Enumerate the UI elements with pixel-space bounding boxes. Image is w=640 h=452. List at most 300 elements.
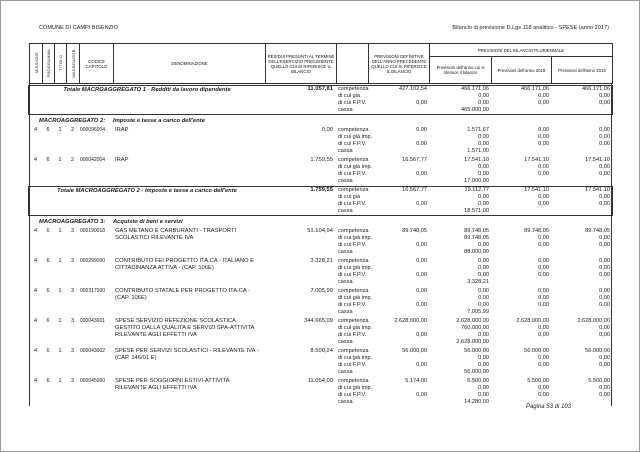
sub-row — [336, 369, 612, 376]
col-header-residui: RESIDUI PRESUNTI AL TERMINE DELL'ESERCIZIO PRECEDENTE QUELLO CUI SI RIFERISCE IL BILANCIO — [266, 44, 337, 84]
sub-row — [336, 309, 612, 316]
cell-anno-riferimento: 0,00 — [478, 201, 489, 207]
col-header-missione — [30, 44, 43, 84]
cell-anno-riferimento: 0,00 — [478, 100, 489, 106]
cell-anno-2018: 17.541,10 — [524, 187, 549, 193]
cell-anno-2018: 0,00 — [538, 141, 549, 147]
cell-macroaggr: 3 — [70, 318, 75, 324]
cell-denominazione: SPESE PER SOGGIORNI ESTIVI-ATTIVITA RILEVANTE AGLI EFFETTI IVA — [115, 378, 230, 391]
cell-anno-riferimento: 0,00 — [478, 302, 489, 308]
sub-rows — [336, 348, 612, 376]
sub-row — [336, 127, 612, 134]
cell-anno-2019: 0,00 — [599, 141, 610, 147]
cell-anno-2019: 2.628.000,00 — [577, 318, 610, 324]
sub-row-label: di cui F.P.V. — [338, 201, 367, 207]
cell-anno-2018 — [491, 178, 551, 185]
cell-titolo: 1 — [58, 228, 62, 234]
cell-anno-2018: 0,00 — [538, 242, 549, 248]
cell-anno-2019: 0,00 — [599, 392, 610, 398]
cell-anno-2019: 0,00 — [599, 362, 610, 368]
cell-anno-2019: 17.541,10 — [585, 157, 610, 163]
sub-row — [336, 86, 612, 93]
cell-anno-2019: 0,00 — [599, 164, 610, 170]
cell-previsioni-definitive — [368, 107, 429, 114]
col-header-macroaggr — [67, 44, 80, 84]
cell-previsioni-definitive — [368, 249, 429, 256]
section-title: Acquisto di beni e servizi — [113, 219, 183, 225]
cell-titolo: 1 — [58, 258, 62, 264]
cell-previsioni-definitive — [368, 339, 429, 346]
sub-row — [336, 362, 612, 369]
sub-row-label: di cui F.P.V. — [338, 362, 367, 368]
cell-anno-2019 — [551, 208, 612, 215]
cell-anno-2019: 0,00 — [599, 171, 610, 177]
cell-anno-riferimento: 0,00 — [478, 272, 489, 278]
sub-row-label: cassa — [338, 178, 353, 184]
col-header-macroaggr-label: MACROAGGR. — [70, 48, 76, 78]
cell-anno-riferimento: 19.112,77 — [464, 187, 489, 193]
cell-previsioni-definitive: 0,00 — [416, 332, 427, 338]
sub-row — [336, 178, 612, 185]
cell-anno-riferimento: 0,00 — [478, 265, 489, 271]
cell-anno-2018: 0,00 — [538, 265, 549, 271]
cell-anno-2019: 0,00 — [599, 235, 610, 241]
page-number: Pagina 53 di 103 — [525, 404, 571, 410]
sub-rows — [336, 258, 612, 286]
cell-anno-riferimento: 0,00 — [478, 295, 489, 301]
cell-residui-presunti: 7.005,99 — [310, 288, 333, 294]
sub-row — [336, 279, 612, 286]
sub-row-label: di cui F.P.V. — [338, 392, 367, 398]
section-header — [29, 218, 612, 226]
cell-anno-2019: 0,00 — [599, 288, 610, 294]
cell-anno-2018: 56.000,00 — [524, 348, 549, 354]
cell-programma: 6 — [46, 348, 50, 354]
cell-anno-2018: 2.628.000,00 — [516, 318, 549, 324]
cell-anno-riferimento: 7.005,99 — [467, 309, 489, 315]
sub-row-label: di cui già imp. — [338, 265, 373, 271]
cell-anno-2018: 0,00 — [538, 355, 549, 361]
cell-previsioni-definitive: 0,00 — [416, 141, 427, 147]
budget-line — [29, 378, 612, 406]
sub-row-label: cassa — [338, 309, 353, 315]
sub-row-label: di cui F.P.V. — [338, 141, 367, 147]
col-header-anno-2018: Previsioni dell'anno 2018 — [492, 57, 552, 84]
cell-missione: 4 — [33, 127, 38, 133]
cell-programma: 6 — [46, 318, 50, 324]
sub-rows — [336, 378, 612, 406]
cell-anno-2018 — [491, 249, 551, 256]
col-header-denominazione: DENOMINAZIONE — [114, 44, 266, 84]
sub-row — [336, 392, 612, 399]
sub-row — [336, 157, 612, 164]
cell-residui-presunti: 0,00 — [321, 127, 333, 133]
section-code: MACROAGGREGATO 2: — [39, 118, 106, 124]
sub-row — [336, 208, 612, 215]
sub-row-label: cassa — [338, 249, 353, 255]
cell-previsioni-definitive — [368, 295, 429, 302]
cell-anno-2018: 5.500,00 — [527, 378, 549, 384]
cell-residui-presunti: 3.328,21 — [310, 258, 333, 264]
sub-row — [336, 228, 612, 235]
total-denominazione: Totale MACROAGGREGATO 1 - Redditi da lavoro dipendente — [63, 87, 231, 93]
cell-previsioni-definitive: 0,00 — [416, 242, 427, 248]
sub-row — [336, 318, 612, 325]
sub-row-label: cassa — [338, 107, 353, 113]
cell-anno-2019: 0,00 — [599, 265, 610, 271]
cell-anno-2019: 466.171,06 — [582, 86, 610, 92]
cell-anno-2018: 0,00 — [538, 127, 549, 133]
cell-anno-2018: 0,00 — [538, 194, 549, 200]
cell-previsioni-definitive: 2.628.000,00 — [394, 318, 427, 324]
sub-row — [336, 258, 612, 265]
cell-previsioni-definitive: 0,00 — [416, 362, 427, 368]
cell-programma: 6 — [46, 378, 50, 384]
cell-previsioni-definitive: 56.000,00 — [402, 348, 427, 354]
cell-programma: 6 — [46, 228, 50, 234]
cell-anno-riferimento: 1.571,00 — [467, 148, 489, 154]
cell-residui-presunti: 344.665,09 — [303, 318, 333, 324]
cell-previsioni-definitive: 0,00 — [416, 171, 427, 177]
cell-anno-2019 — [551, 148, 612, 155]
cell-previsioni-definitive — [368, 148, 429, 155]
cell-previsioni-definitive: 0,00 — [416, 392, 427, 398]
sub-row — [336, 235, 612, 242]
sub-row-label: di cui F.P.V. — [338, 302, 367, 308]
sub-rows — [336, 86, 612, 114]
sub-row-label: di cui F.P.V. — [338, 171, 367, 177]
cell-anno-2018: 0,00 — [538, 392, 549, 398]
budget-line — [29, 288, 612, 316]
cell-anno-riferimento: 2.628.000,00 — [456, 339, 489, 345]
cell-anno-2018: 0,00 — [538, 235, 549, 241]
budget-table — [29, 43, 612, 408]
sub-row-label: di cui F.P.V. — [338, 332, 367, 338]
cell-macroaggr: 3 — [70, 378, 75, 384]
sub-row — [336, 242, 612, 249]
budget-line — [29, 258, 612, 286]
agency-name: COMUNE DI CAMPI BISENZIO — [39, 25, 118, 31]
cell-previsioni-definitive: 0,00 — [416, 258, 427, 264]
cell-anno-riferimento: 0,00 — [478, 164, 489, 170]
cell-anno-2019: 0,00 — [599, 93, 610, 99]
cell-denominazione: SPESE SERVIZIO REFEZIONE SCOLASTICA GESTITO DALLA QUALITA E SERVIZI SPA-ATTIVITA RILEVANTE AGLI EFFETTI IVA — [115, 318, 255, 338]
cell-residui-presunti: 51.104,94 — [307, 228, 333, 234]
budget-line — [29, 348, 612, 376]
cell-previsioni-definitive — [368, 208, 429, 215]
cell-previsioni-definitive — [368, 265, 429, 272]
sub-row-label: cassa — [338, 148, 353, 154]
sub-row — [336, 141, 612, 148]
sub-row — [336, 339, 612, 346]
cell-missione: 4 — [33, 228, 38, 234]
cell-anno-2019: 56.000,00 — [585, 348, 610, 354]
cell-anno-2018 — [491, 309, 551, 316]
sub-row — [336, 100, 612, 107]
sub-row-label: competenza — [338, 187, 369, 193]
cell-codice-capitolo: 000045000 — [80, 378, 106, 384]
cell-anno-2019 — [551, 107, 612, 114]
col-header-missione-label: MISSIONE — [33, 52, 39, 74]
cell-anno-2019: 0,00 — [599, 194, 610, 200]
sub-row-label: di cui già imp. — [338, 164, 373, 170]
cell-residui-presunti: 1.759,55 — [310, 187, 333, 193]
cell-anno-2019 — [551, 178, 612, 185]
sub-row-label: di cui già imp. — [338, 235, 373, 241]
cell-anno-2019: 0,00 — [599, 325, 610, 331]
cell-missione: 4 — [33, 348, 38, 354]
cell-missione: 4 — [33, 318, 38, 324]
cell-titolo: 1 — [58, 318, 62, 324]
cell-anno-riferimento: 18.571,00 — [464, 208, 489, 214]
cell-anno-riferimento: 56.000,00 — [464, 369, 489, 375]
sub-row-label: di cui già — [338, 93, 361, 99]
sub-row-label: di cui F.P.V. — [338, 100, 367, 106]
sub-row-label: cassa — [338, 279, 353, 285]
sub-row-label: di cui già imp. — [338, 355, 373, 361]
sub-row-label: competenza — [338, 127, 369, 133]
cell-anno-riferimento: 0,00 — [478, 242, 489, 248]
cell-anno-riferimento: 2.628.000,00 — [456, 318, 489, 324]
sub-row — [336, 194, 612, 201]
cell-anno-riferimento: 0,00 — [478, 134, 489, 140]
cell-anno-2018: 0,00 — [538, 325, 549, 331]
cell-anno-2019 — [551, 309, 612, 316]
cell-anno-2018 — [491, 148, 551, 155]
col-header-codice: CODICE CAPITOLO — [80, 44, 114, 84]
sub-row — [336, 171, 612, 178]
cell-missione: 4 — [33, 157, 38, 163]
col-header-pluriennale: PREVISIONI DEL BILANCIO PLURIENNALE — [430, 44, 613, 57]
cell-anno-2019: 17.541,10 — [585, 187, 610, 193]
cell-anno-2018: 0,00 — [538, 134, 549, 140]
cell-anno-2019: 0,00 — [599, 332, 610, 338]
sub-row-label: competenza — [338, 318, 369, 324]
budget-line — [29, 228, 612, 256]
cell-anno-2018 — [491, 369, 551, 376]
sub-row-label: cassa — [338, 369, 353, 375]
cell-anno-2018: 0,00 — [538, 272, 549, 278]
cell-programma: 6 — [46, 157, 50, 163]
sub-row-label: competenza — [338, 228, 369, 234]
sub-row — [336, 332, 612, 339]
sub-row — [336, 288, 612, 295]
sub-row — [336, 295, 612, 302]
sub-rows — [336, 127, 612, 155]
document-title: Bilancio di previsione D.Lgs 118 analitico - SPESE (anno 2017) — [452, 25, 609, 31]
cell-anno-riferimento: 465.000,00 — [461, 107, 489, 113]
sub-row-label: competenza — [338, 258, 369, 264]
sub-row — [336, 378, 612, 385]
cell-programma: 6 — [46, 258, 50, 264]
cell-anno-riferimento: 17.000,00 — [464, 178, 489, 184]
cell-macroaggr: 2 — [70, 157, 75, 163]
sub-row-label: cassa — [338, 339, 353, 345]
cell-anno-riferimento: 1.571,67 — [467, 127, 489, 133]
cell-codice-capitolo: 000042004 — [80, 157, 106, 163]
cell-codice-capitolo: 000096004 — [80, 127, 106, 133]
col-header-blank — [337, 44, 369, 84]
sub-row — [336, 134, 612, 141]
cell-programma: 6 — [46, 127, 50, 133]
cell-anno-riferimento: 88.000,00 — [464, 249, 489, 255]
table-body — [29, 84, 612, 406]
cell-anno-riferimento: 0,00 — [478, 288, 489, 294]
cell-previsioni-definitive — [368, 309, 429, 316]
sub-row-label: cassa — [338, 399, 353, 405]
cell-residui-presunti: 8.500,24 — [310, 348, 333, 354]
sub-row-label: cassa — [338, 208, 353, 214]
cell-titolo: 1 — [58, 127, 62, 133]
cell-anno-riferimento: 0,00 — [478, 362, 489, 368]
cell-anno-2018: 0,00 — [538, 93, 549, 99]
sub-row — [336, 348, 612, 355]
cell-anno-2019: 0,00 — [599, 100, 610, 106]
sub-row-label: di cui già imp. — [338, 134, 373, 140]
cell-anno-2018: 89.748,05 — [524, 228, 549, 234]
sub-rows — [336, 157, 612, 185]
cell-anno-2019: 0,00 — [599, 127, 610, 133]
cell-previsioni-definitive — [368, 369, 429, 376]
cell-anno-2018 — [491, 107, 551, 114]
total-denominazione: Totale MACROAGGREGATO 2 - Imposte e tasse a carico dell'ente — [57, 188, 237, 194]
cell-denominazione: IRAP — [115, 157, 129, 163]
sub-row-label: di cui F.P.V. — [338, 272, 367, 278]
cell-anno-2018: 17.541,10 — [524, 157, 549, 163]
cell-anno-riferimento: 0,00 — [478, 93, 489, 99]
sub-row-label: competenza — [338, 348, 369, 354]
cell-anno-riferimento: 5.500,00 — [467, 378, 489, 384]
cell-anno-2019 — [551, 249, 612, 256]
col-header-titolo-label: TITOLO — [58, 55, 63, 71]
cell-residui-presunti: 11.054,00 — [307, 378, 333, 384]
sub-row — [336, 302, 612, 309]
sub-row — [336, 265, 612, 272]
cell-anno-2018: 0,00 — [538, 295, 549, 301]
cell-previsioni-definitive: 427.102,54 — [399, 86, 427, 92]
cell-anno-2019: 0,00 — [599, 295, 610, 301]
cell-previsioni-definitive — [368, 355, 429, 362]
sub-row — [336, 272, 612, 279]
cell-previsioni-definitive: 0,00 — [416, 288, 427, 294]
col-header-titolo — [55, 44, 67, 84]
sub-rows — [336, 318, 612, 346]
cell-anno-riferimento: 466.171,06 — [461, 86, 489, 92]
col-header-anno-riferimento: Previsioni dell'anno cui si riferisce il bilancio — [430, 57, 492, 84]
cell-residui-presunti: 11.057,81 — [307, 86, 333, 92]
sub-row-label: competenza — [338, 378, 369, 384]
sub-row-label: competenza — [338, 86, 369, 92]
cell-anno-riferimento: 89.748,05 — [464, 228, 489, 234]
sub-row — [336, 325, 612, 332]
cell-titolo: 1 — [58, 157, 62, 163]
cell-codice-capitolo: 000043002 — [80, 348, 106, 354]
sub-rows — [336, 228, 612, 256]
cell-anno-2018: 0,00 — [538, 332, 549, 338]
col-header-anno-2019: Previsioni dell'anno 2019 — [552, 57, 613, 84]
cell-missione: 4 — [33, 378, 38, 384]
cell-previsioni-definitive: 16.567,77 — [402, 157, 427, 163]
cell-anno-2019: 5.500,00 — [588, 378, 610, 384]
cell-previsioni-definitive — [368, 194, 429, 201]
cell-anno-riferimento: 89.748,05 — [464, 235, 489, 241]
cell-anno-riferimento: 0,00 — [478, 392, 489, 398]
col-header-previsioni-definitive: PREVISIONI DEFINITIVE DELL'ANNO PRECEDENTE QUELLO CUI SI RIFERISCE IL BILANCIO — [369, 44, 430, 84]
cell-previsioni-definitive: 89.748,05 — [402, 228, 427, 234]
cell-previsioni-definitive: 0,00 — [416, 127, 427, 133]
cell-anno-2018: 0,00 — [538, 258, 549, 264]
cell-previsioni-definitive — [368, 279, 429, 286]
cell-anno-riferimento: 56.000,00 — [464, 348, 489, 354]
sub-rows — [336, 187, 612, 215]
sub-row — [336, 249, 612, 256]
cell-missione: 4 — [33, 288, 38, 294]
cell-macroaggr: 2 — [70, 127, 75, 133]
section-title: Imposte e tasse a carico dell'ente — [113, 118, 205, 124]
cell-denominazione: CONTRIBUTO STATALE PER PROGETTO ITA.CA - (CAP. 106E) — [115, 288, 250, 301]
cell-previsioni-definitive — [368, 325, 429, 332]
cell-anno-2019 — [551, 279, 612, 286]
sub-row-label: di cui già imp. — [338, 325, 373, 331]
cell-codice-capitolo: 000190018 — [80, 228, 106, 234]
cell-anno-2018: 0,00 — [538, 100, 549, 106]
cell-previsioni-definitive — [368, 399, 429, 406]
cell-anno-2019 — [551, 369, 612, 376]
budget-line — [29, 318, 612, 346]
cell-previsioni-definitive: 0,00 — [416, 302, 427, 308]
cell-denominazione: GAS METANO E CARBURANTI - TRASPORTI SCOLASTICI RILEVANTE IVA — [115, 228, 237, 241]
cell-anno-2019: 0,00 — [599, 242, 610, 248]
cell-anno-riferimento: 14.280,00 — [464, 399, 489, 405]
total-line — [29, 187, 612, 215]
total-line — [29, 86, 612, 114]
cell-anno-2018: 0,00 — [538, 201, 549, 207]
cell-previsioni-definitive — [368, 93, 429, 100]
cell-previsioni-definitive: 16.567,77 — [402, 187, 427, 193]
cell-anno-2019: 0,00 — [599, 134, 610, 140]
sub-row — [336, 385, 612, 392]
cell-anno-2019: 0,00 — [599, 302, 610, 308]
cell-previsioni-definitive — [368, 134, 429, 141]
cell-anno-2018: 466.171,06 — [521, 86, 549, 92]
cell-anno-riferimento: 0,00 — [478, 141, 489, 147]
cell-anno-2018: 0,00 — [538, 362, 549, 368]
cell-previsioni-definitive — [368, 235, 429, 242]
cell-anno-riferimento: 0,00 — [478, 194, 489, 200]
cell-anno-2019: 89.748,05 — [585, 228, 610, 234]
sub-row-label: di cui già — [338, 194, 361, 200]
cell-macroaggr: 3 — [70, 258, 75, 264]
cell-anno-riferimento: 3.328,21 — [467, 279, 489, 285]
sub-row-label: di cui F.P.V. — [338, 242, 367, 248]
cell-anno-riferimento: 760.000,00 — [461, 325, 489, 331]
cell-macroaggr: 3 — [70, 228, 75, 234]
cell-previsioni-definitive: 0,00 — [416, 201, 427, 207]
cell-titolo: 1 — [58, 288, 62, 294]
cell-anno-riferimento: 0,00 — [478, 355, 489, 361]
table-header — [29, 43, 613, 84]
cell-denominazione: IRAP — [115, 127, 129, 133]
cell-anno-2019: 0,00 — [599, 201, 610, 207]
cell-previsioni-definitive: 5.174,00 — [405, 378, 427, 384]
cell-titolo: 1 — [58, 378, 62, 384]
sub-row-label: di cui già imp. — [338, 295, 373, 301]
cell-previsioni-definitive: 0,00 — [416, 272, 427, 278]
col-header-programma — [43, 44, 55, 84]
cell-previsioni-definitive: 0,00 — [416, 100, 427, 106]
cell-titolo: 1 — [58, 348, 62, 354]
section-code: MACROAGGREGATO 3: — [39, 219, 106, 225]
